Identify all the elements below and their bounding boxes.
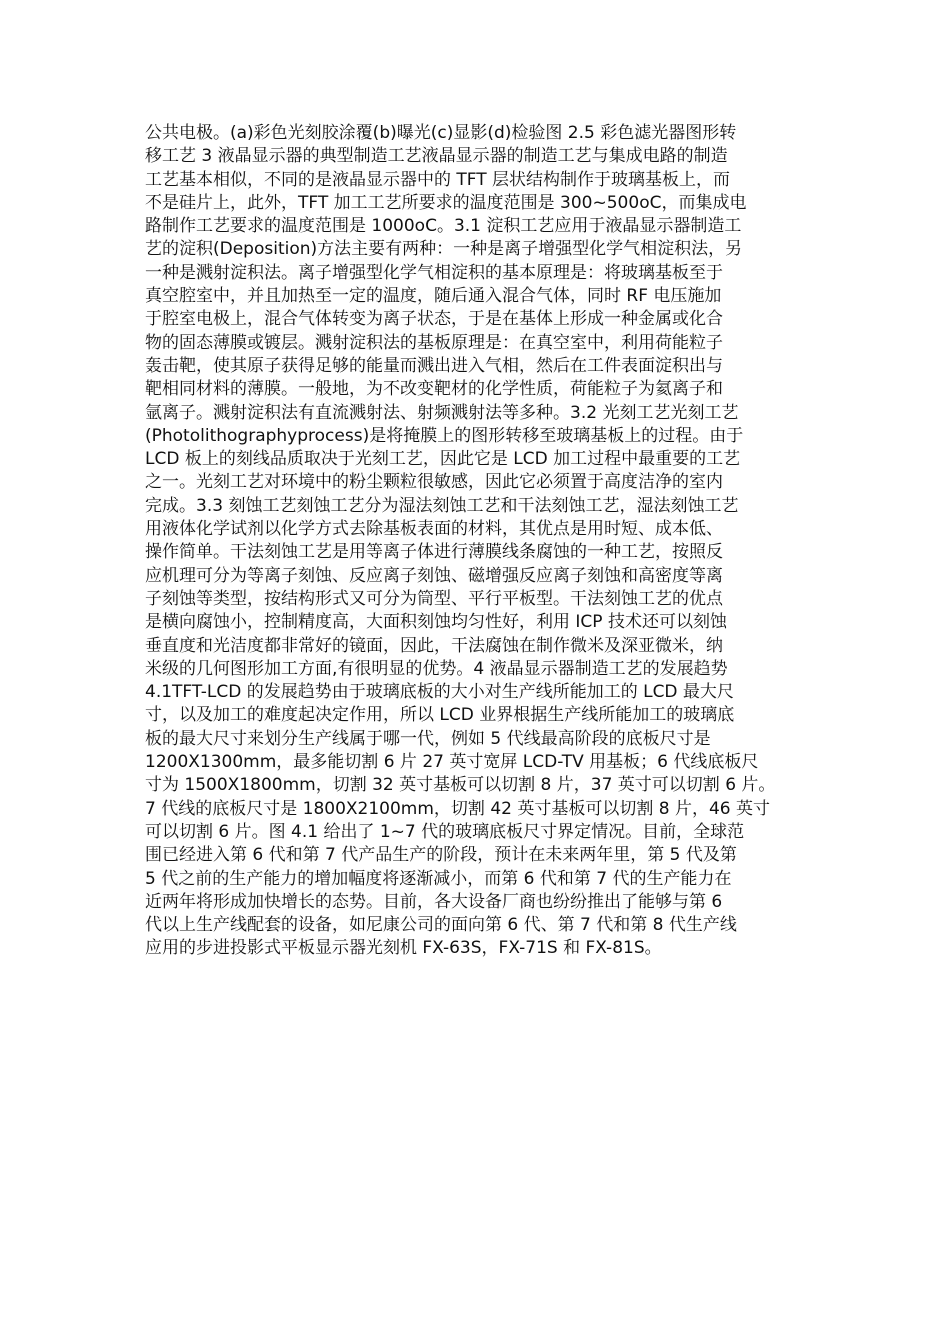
text-line: 应用的步进投影式平板显示器光刻机 FX-63S，FX-71S 和 FX-81S。 bbox=[145, 938, 662, 959]
text-line: 完成。3.3 刻蚀工艺刻蚀工艺分为湿法刻蚀工艺和干法刻蚀工艺，湿法刻蚀工艺 bbox=[145, 495, 739, 516]
text-line: 可以切割 6 片。图 4.1 给出了 1~7 代的玻璃底板尺寸界定情况。目前，全球范 bbox=[145, 821, 745, 842]
text-line: 4.1TFT-LCD 的发展趋势由于玻璃底板的大小对生产线所能加工的 LCD 最大尺 bbox=[145, 682, 734, 703]
text-line: 米级的几何图形加工方面,有很明显的优势。4 液晶显示器制造工艺的发展趋势 bbox=[145, 658, 728, 679]
text-line: 操作简单。干法刻蚀工艺是用等离子体进行薄膜线条腐蚀的一种工艺，按照反 bbox=[145, 542, 723, 563]
text-line: 路制作工艺要求的温度范围是 1000oC。3.1 淀积工艺应用于液晶显示器制造工 bbox=[145, 216, 742, 237]
text-line: 公共电极。(a)彩色光刻胶涂覆(b)曝光(c)显影(d)检验图 2.5 彩色滤光器图形转 bbox=[145, 123, 737, 143]
text-line: 是横向腐蚀小，控制精度高，大面积刻蚀均匀性好，利用 ICP 技术还可以刻蚀 bbox=[145, 612, 727, 633]
text-line: 用液体化学试剂以化学方式去除基板表面的材料，其优点是用时短、成本低、 bbox=[145, 519, 723, 540]
text-line: 轰击靶，使其原子获得足够的能量而溅出进入气相，然后在工件表面淀积出与 bbox=[145, 355, 723, 376]
text-line: 近两年将形成加快增长的态势。目前，各大设备厂商也纷纷推出了能够与第 6 bbox=[145, 891, 723, 912]
text-line: 围已经进入第 6 代和第 7 代产品生产的阶段，预计在未来两年里，第 5 代及第 bbox=[145, 845, 737, 866]
text-line: 垂直度和光洁度都非常好的镜面，因此，干法腐蚀在制作微米及深亚微米，纳 bbox=[145, 635, 723, 656]
text-line: 真空腔室中，并且加热至一定的温度，随后通入混合气体，同时 RF 电压施加 bbox=[145, 286, 722, 307]
text-line: LCD 板上的刻线品质取决于光刻工艺，因此它是 LCD 加工过程中最重要的工艺 bbox=[145, 449, 741, 470]
text-line: 寸，以及加工的难度起决定作用，所以 LCD 业界根据生产线所能加工的玻璃底 bbox=[145, 705, 735, 726]
text-line: 1200X1300mm，最多能切割 6 片 27 英寸宽屏 LCD-TV 用基板；6 代线底板尺 bbox=[145, 752, 759, 773]
text-line: 移工艺 3 液晶显示器的典型制造工艺液晶显示器的制造工艺与集成电路的制造 bbox=[145, 146, 728, 167]
text-line: 5 代之前的生产能力的增加幅度将逐渐减小，而第 6 代和第 7 代的生产能力在 bbox=[145, 868, 732, 889]
text-line: 应机理可分为等离子刻蚀、反应离子刻蚀、磁增强反应离子刻蚀和高密度等离 bbox=[145, 565, 723, 586]
text-line: 于腔室电极上，混合气体转变为离子状态，于是在基体上形成一种金属或化合 bbox=[145, 309, 723, 330]
text-line: 寸为 1500X1800mm，切割 32 英寸基板可以切割 8 片，37 英寸可以切割 6 片。 bbox=[145, 775, 776, 796]
text-line: 不是硅片上，此外，TFT 加工工艺所要求的温度范围是 300~500oC，而集成电 bbox=[145, 192, 747, 213]
text-line: 一种是溅射淀积法。离子增强型化学气相淀积的基本原理是：将玻璃基板至于 bbox=[145, 262, 723, 283]
text-line: 7 代线的底板尺寸是 1800X2100mm，切割 42 英寸基板可以切割 8 片，46 英寸 bbox=[145, 798, 771, 819]
text-line: 板的最大尺寸来划分生产线属于哪一代，例如 5 代线最高阶段的底板尺寸是 bbox=[145, 728, 711, 749]
text-line: 代以上生产线配套的设备，如尼康公司的面向第 6 代、第 7 代和第 8 代生产线 bbox=[145, 915, 737, 936]
text-line: 之一。光刻工艺对环境中的粉尘颗粒很敏感，因此它必须置于高度洁净的室内 bbox=[145, 472, 723, 493]
text-line: 氩离子。溅射淀积法有直流溅射法、射频溅射法等多种。3.2 光刻工艺光刻工艺 bbox=[145, 402, 739, 423]
text-line: (Photolithographyprocess)是将掩膜上的图形转移至玻璃基板上的过程。由于 bbox=[145, 425, 744, 446]
text-line: 子刻蚀等类型，按结构形式又可分为筒型、平行平板型。干法刻蚀工艺的优点 bbox=[145, 588, 723, 609]
body-text bbox=[145, 122, 815, 961]
text-line: 艺的淀积(Deposition)方法主要有两种：一种是离子增强型化学气相淀积法，另 bbox=[145, 239, 743, 260]
text-line: 工艺基本相似，不同的是液晶显示器中的 TFT 层状结构制作于玻璃基板上，而 bbox=[145, 169, 731, 190]
text-line: 靶相同材料的薄膜。一般地，为不改变靶材的化学性质，荷能粒子为氦离子和 bbox=[145, 379, 723, 400]
text-line: 物的固态薄膜或镀层。溅射淀积法的基板原理是：在真空室中，利用荷能粒子 bbox=[145, 332, 723, 353]
